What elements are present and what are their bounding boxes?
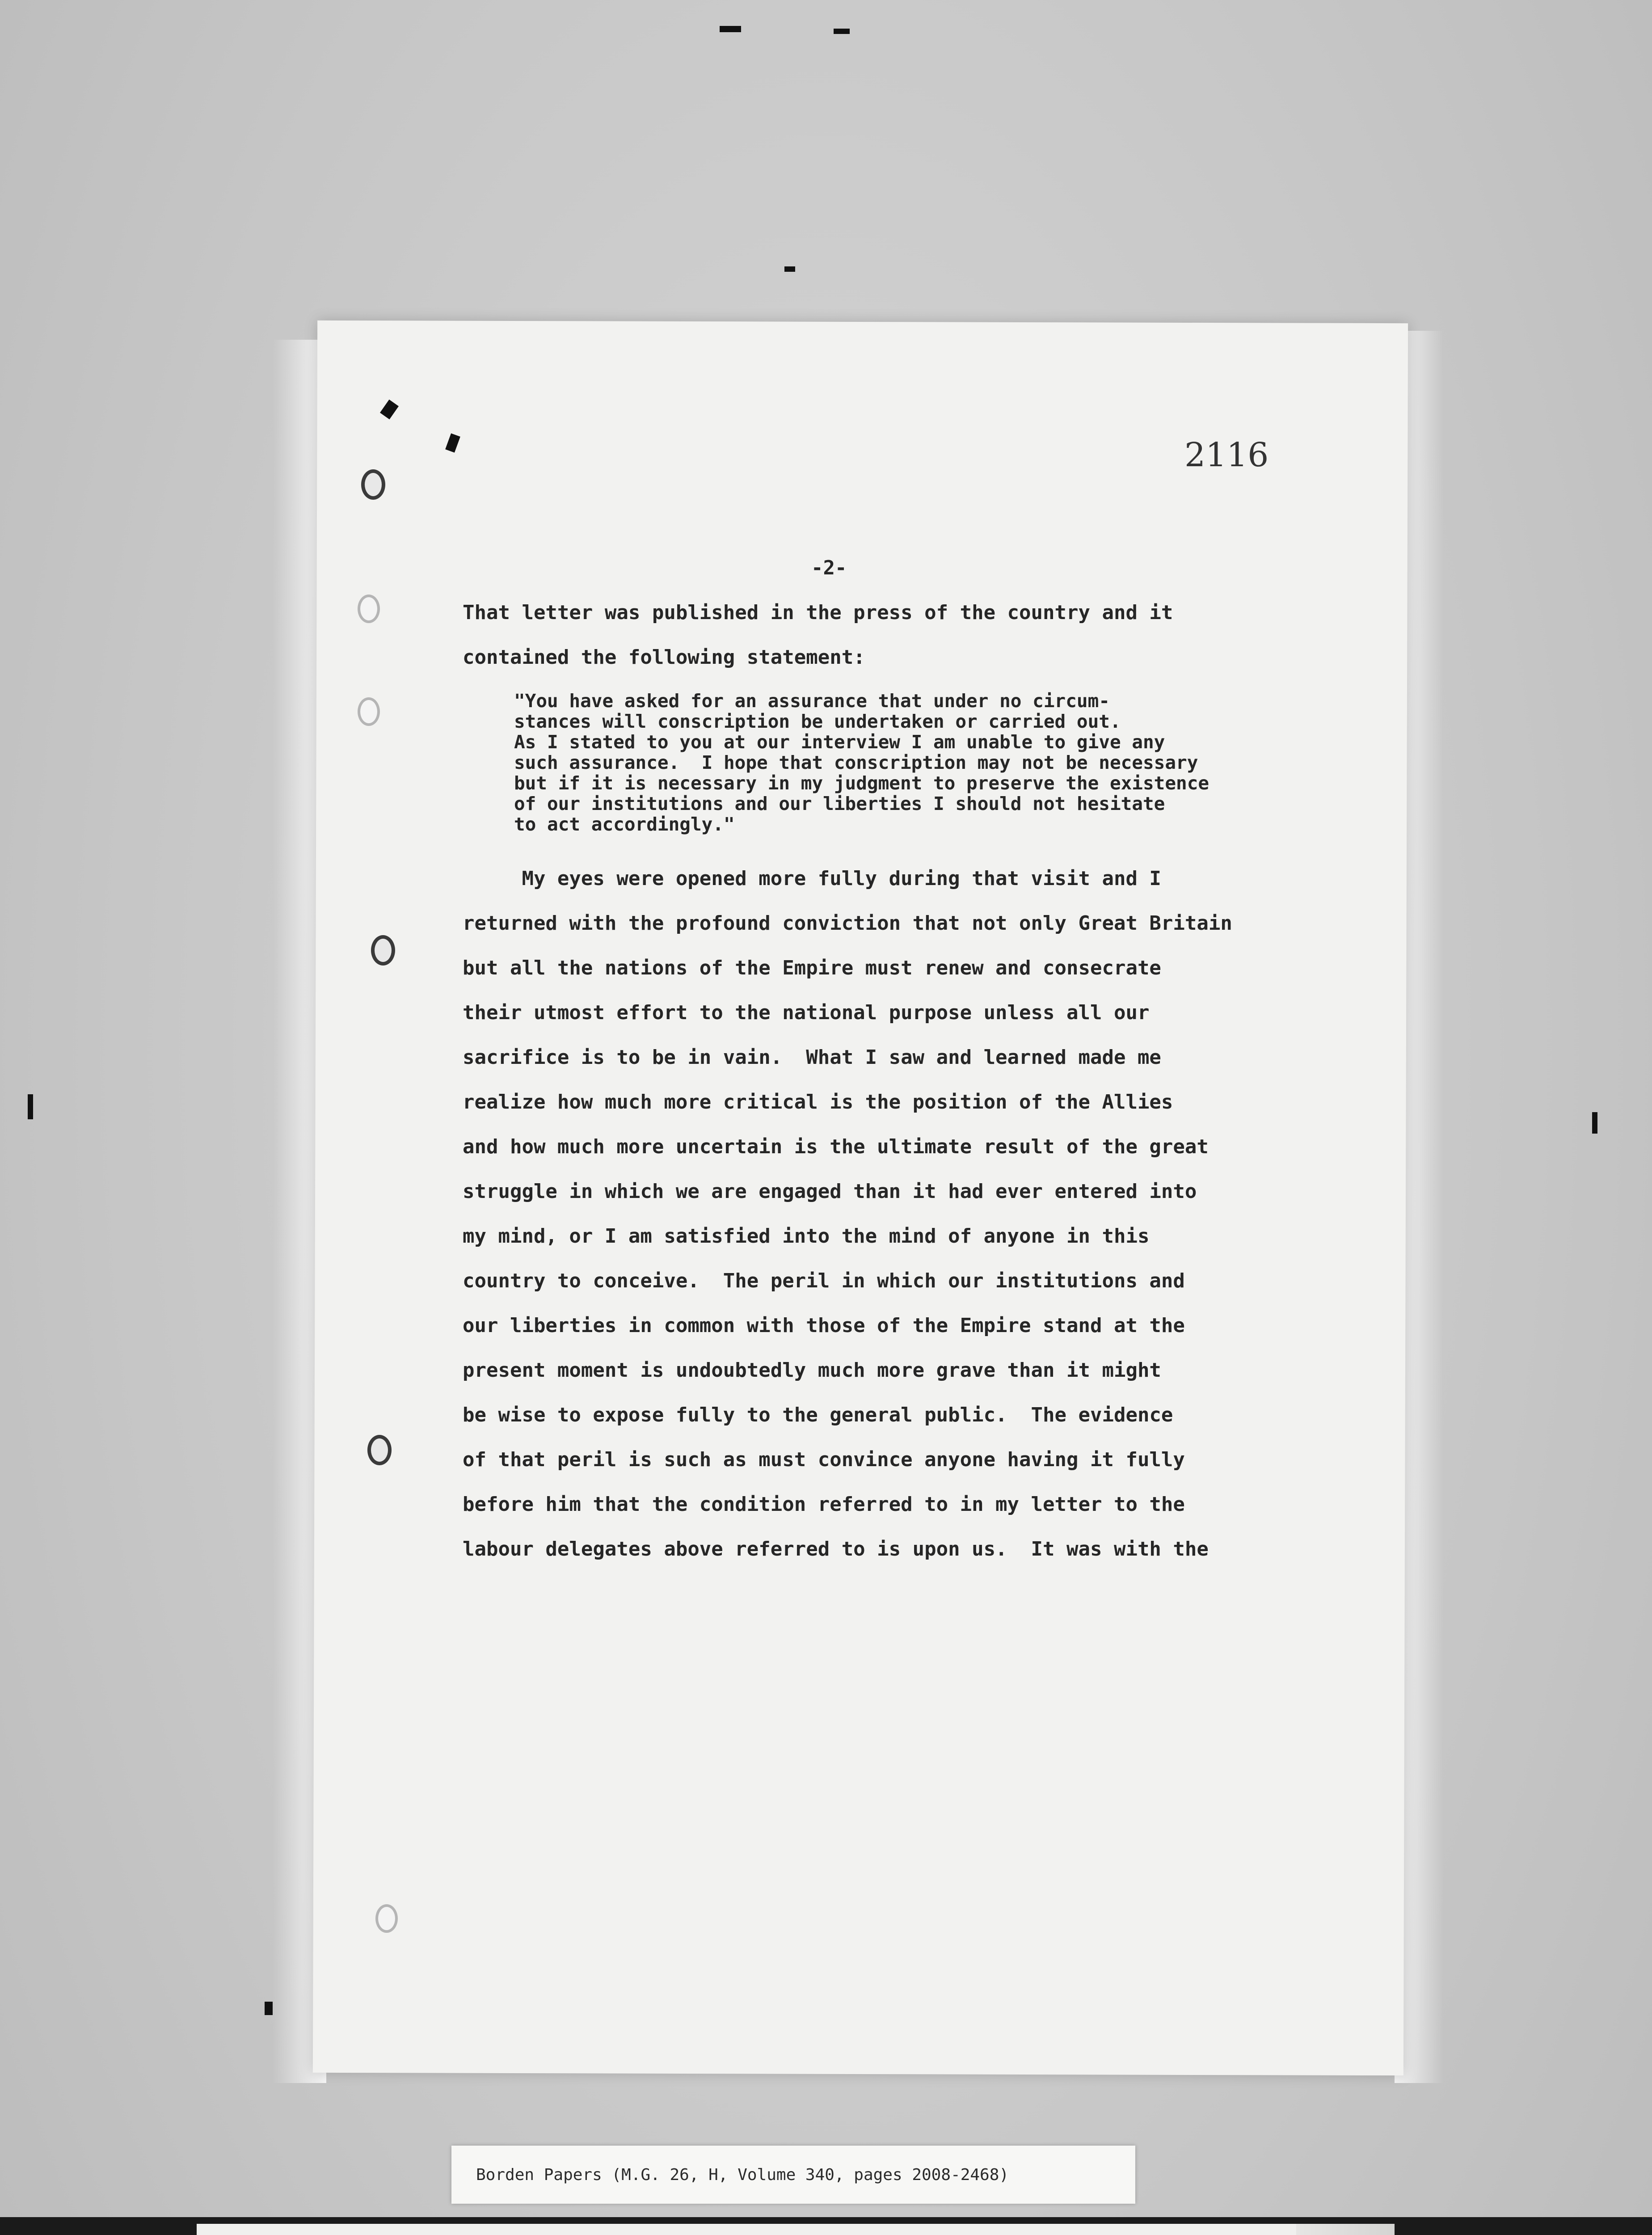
body-line: struggle in which we are engaged than it had ever entered into: [463, 1180, 1197, 1203]
body-line: of that peril is such as must convince anyone having it fully: [463, 1448, 1185, 1471]
intro-line: That letter was published in the press of the country and it: [463, 601, 1173, 624]
body-line: returned with the profound conviction that not only Great Britain: [463, 912, 1232, 935]
punch-hole: [358, 697, 380, 726]
quote-line: but if it is necessary in my judgment to preserve the existence: [514, 772, 1210, 794]
quote-line: As I stated to you at our interview I am unable to give any: [514, 731, 1165, 753]
page-indicator: -2-: [811, 557, 847, 579]
body-line: labour delegates above referred to is upon us. It was with the: [463, 1538, 1209, 1560]
frame-mark-bottom-left: [265, 2002, 273, 2015]
punch-hole: [361, 469, 385, 500]
body-line: our liberties in common with those of the Empire stand at the: [463, 1314, 1185, 1337]
quote-line: to act accordingly.": [514, 814, 735, 835]
archive-card-shade: [1296, 2224, 1395, 2235]
quote-line: "You have asked for an assurance that under no circum-: [514, 690, 1110, 712]
body-line: country to conceive. The peril in which our institutions and: [463, 1269, 1185, 1292]
body-line: realize how much more critical is the position of the Allies: [463, 1091, 1173, 1113]
frame-mark-top-right: [834, 29, 850, 34]
frame-mark-top-left: [720, 26, 741, 32]
frame-mark-right: [1592, 1112, 1597, 1134]
punch-hole: [371, 935, 395, 966]
punch-hole: [358, 595, 380, 623]
archive-card: [197, 2224, 1395, 2235]
body-line: sacrifice is to be in vain. What I saw and learned made me: [463, 1046, 1161, 1069]
body-line: but all the nations of the Empire must renew and consecrate: [463, 957, 1161, 979]
reference-label-text: Borden Papers (M.G. 26, H, Volume 340, pages 2008-2468): [476, 2165, 1009, 2184]
frame-mark-left: [28, 1094, 33, 1119]
body-line: their utmost effort to the national purpose unless all our: [463, 1001, 1150, 1024]
reference-label: [451, 2146, 1135, 2204]
body-line: be wise to expose fully to the general public. The evidence: [463, 1404, 1173, 1426]
frame-mark-top-center: [784, 266, 795, 272]
body-line: before him that the condition referred to in my letter to the: [463, 1493, 1185, 1516]
quote-line: of our institutions and our liberties I should not hesitate: [514, 793, 1165, 814]
quote-line: such assurance. I hope that conscription may not be necessary: [514, 752, 1198, 773]
intro-line: contained the following statement:: [463, 646, 865, 669]
body-line: my mind, or I am satisfied into the mind of anyone in this: [463, 1225, 1150, 1248]
punch-hole: [367, 1435, 392, 1465]
page-number: 2116: [1184, 436, 1269, 474]
body-line: and how much more uncertain is the ultimate result of the great: [463, 1135, 1209, 1158]
body-line: present moment is undoubtedly much more grave than it might: [463, 1359, 1161, 1382]
body-line: My eyes were opened more fully during that visit and I: [463, 867, 1161, 890]
quote-line: stances will conscription be undertaken or carried out.: [514, 711, 1121, 732]
punch-hole: [375, 1904, 398, 1933]
